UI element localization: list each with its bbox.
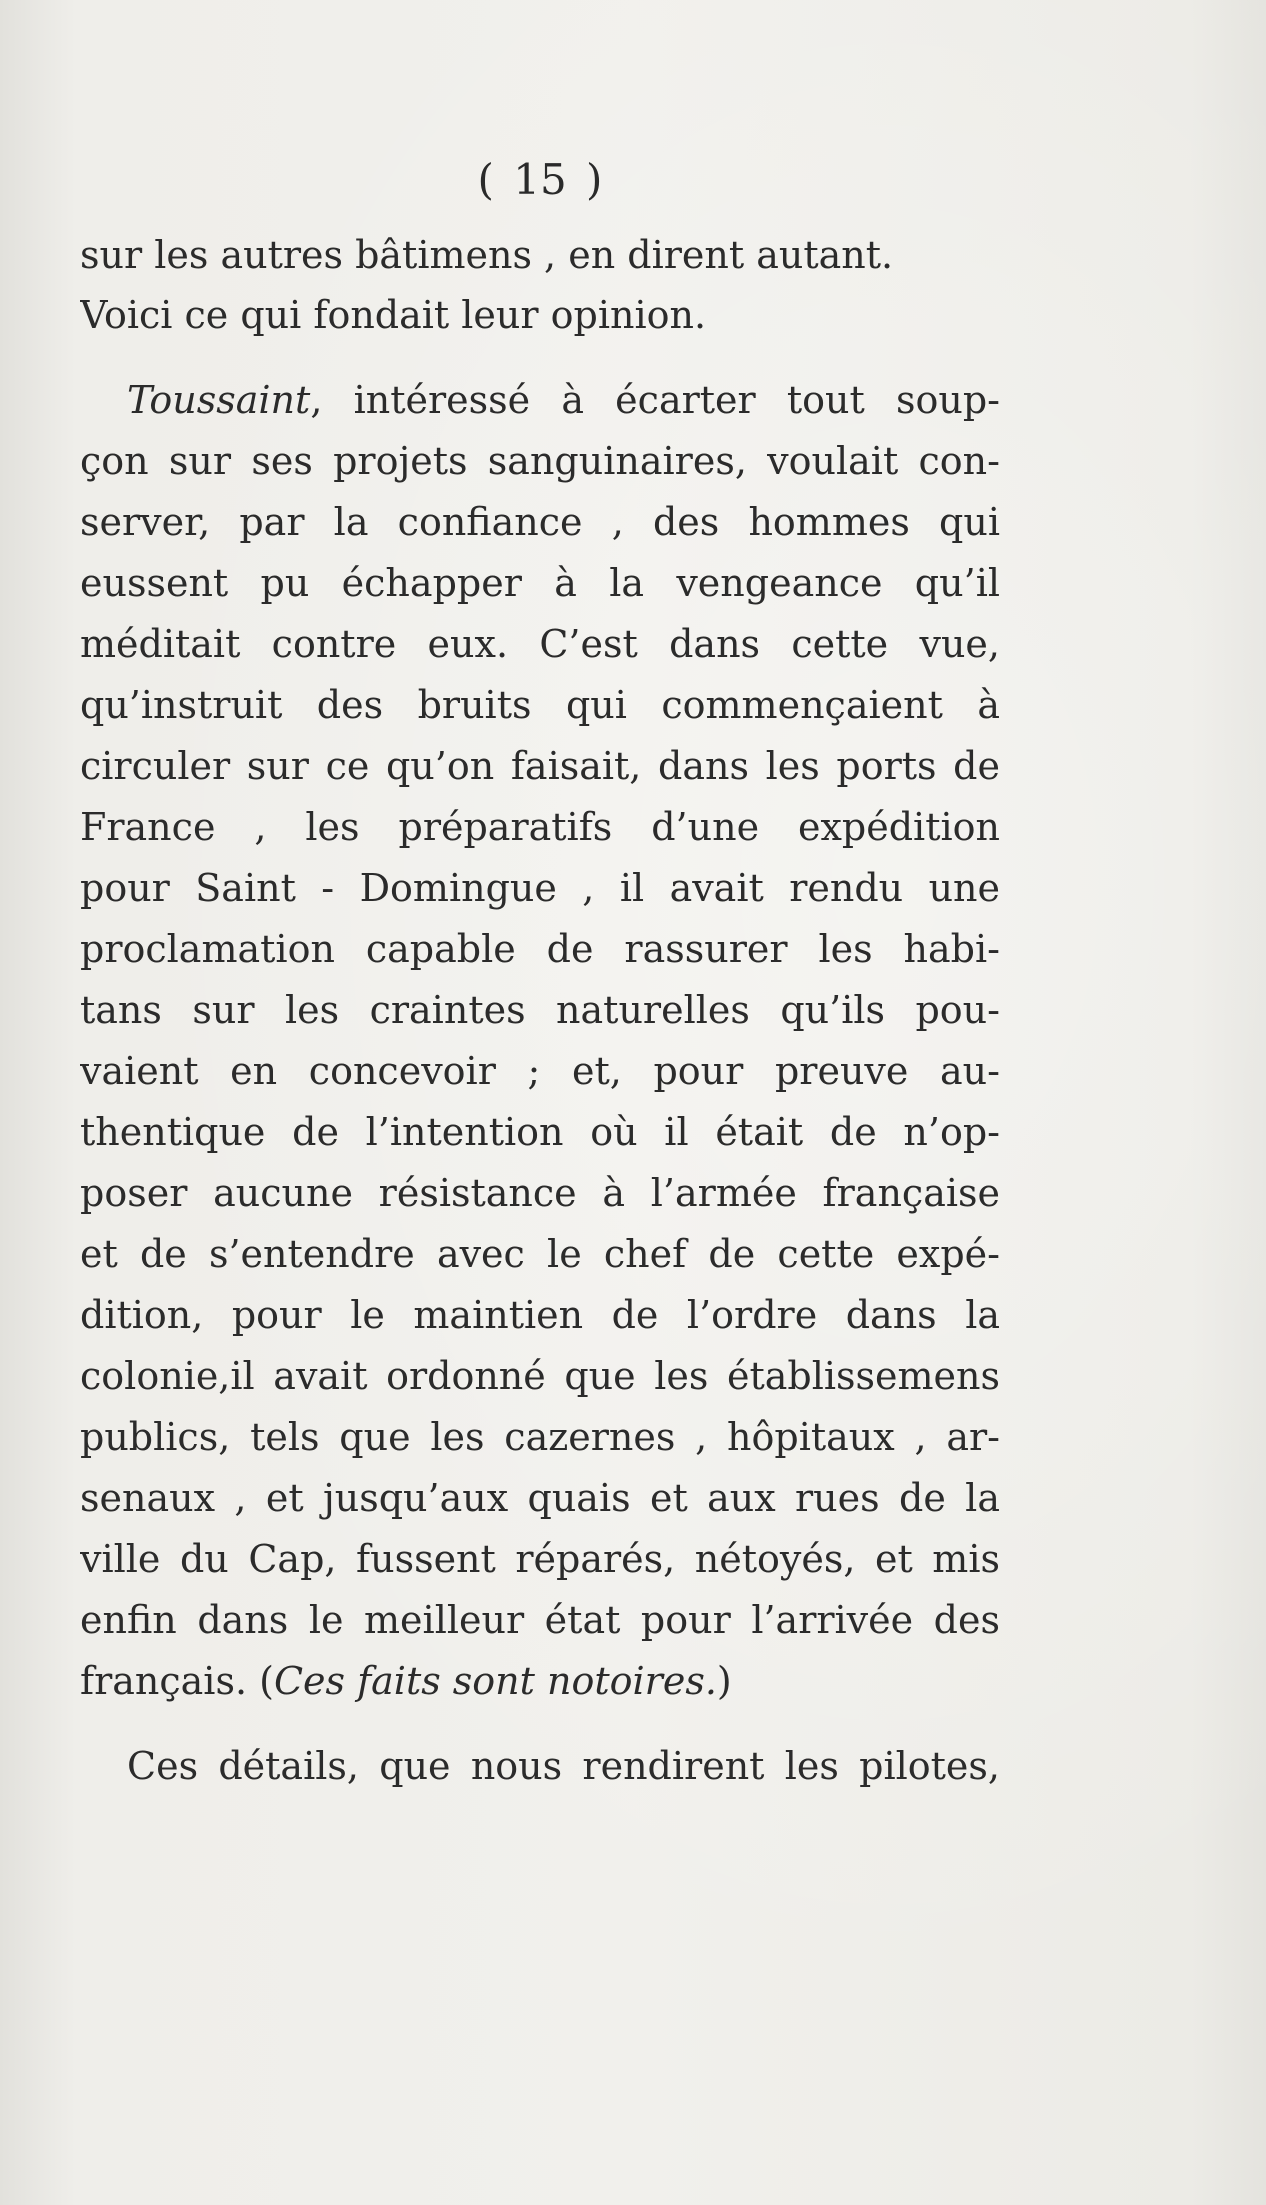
text-line-22: ville du Cap, fussent réparés, nétoyés, et mis — [80, 1537, 1000, 1581]
text-line-9: circuler sur ce qu’on faisait, dans les ports de — [80, 744, 1000, 788]
text-line-12: proclamation capable de rassurer les habi- — [80, 927, 1000, 971]
text-line-10: France , les préparatifs d’une expédition — [80, 805, 1000, 849]
text-line-1: sur les autres bâtimens , en dirent autant. — [80, 233, 894, 277]
text-line-7: méditait contre eux. C’est dans cette vue, — [80, 622, 1000, 666]
text-line-21: senaux , et jusqu’aux quais et aux rues de la — [80, 1476, 1000, 1520]
text-line-19: colonie,il avait ordonné que les établissemens — [80, 1354, 1000, 1398]
text-line-16: poser aucune résistance à l’armée française — [80, 1171, 1000, 1215]
text-line-24: français. (Ces faits sont notoires.) — [80, 1659, 732, 1703]
text-line-5: server, par la confiance , des hommes qui — [80, 500, 1000, 544]
text-line-11: pour Saint - Domingue , il avait rendu une — [80, 866, 1000, 910]
text-line-17: et de s’entendre avec le chef de cette expé- — [80, 1232, 1000, 1276]
text-line-3: Toussaint, intéressé à écarter tout soup- — [127, 378, 1000, 422]
text-line-20: publics, tels que les cazernes , hôpitaux , ar- — [80, 1415, 1000, 1459]
text-line-8: qu’instruit des bruits qui commençaient à — [80, 683, 1000, 727]
text-line-14: vaient en concevoir ; et, pour preuve au- — [80, 1049, 1000, 1093]
text-line-13: tans sur les craintes naturelles qu’ils pou- — [80, 988, 1000, 1032]
text-line-6: eussent pu échapper à la vengeance qu’il — [80, 561, 1000, 605]
text-line-2: Voici ce qui fondait leur opinion. — [80, 293, 707, 337]
italic-name: Toussaint — [127, 378, 311, 422]
text-line-4: çon sur ses projets sanguinaires, voulait con- — [80, 439, 1000, 483]
text-line-15: thentique de l’intention où il était de n’op- — [80, 1110, 1000, 1154]
text-line-18: dition, pour le maintien de l’ordre dans la — [80, 1293, 1000, 1337]
page-number: ( 15 ) — [477, 155, 603, 204]
italic-note: Ces faits sont notoires. — [273, 1659, 717, 1703]
text-line-23: enfin dans le meilleur état pour l’arrivée des — [80, 1598, 1000, 1642]
text-line-25: Ces détails, que nous rendirent les pilotes, — [127, 1744, 1000, 1788]
